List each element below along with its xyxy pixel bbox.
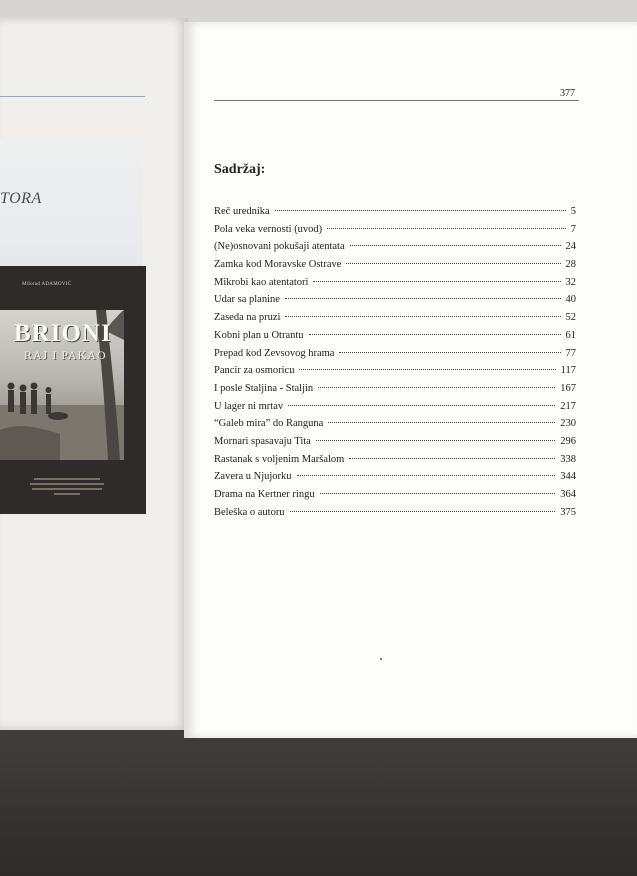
toc-entry-title: Mikrobi kao atentatori [214, 276, 309, 288]
toc-entry [214, 224, 576, 242]
toc-entry-title: I posle Staljina - Staljin [214, 382, 314, 394]
toc-leader-dots [290, 511, 556, 512]
toc-entry [214, 259, 576, 277]
toc-entry-page: 7 [570, 223, 576, 235]
cover-fine-print [22, 476, 112, 500]
toc-entry-page: 77 [565, 347, 576, 359]
toc-leader-dots [288, 405, 555, 406]
toc-entry-title: U lager ni mrtav [214, 400, 284, 412]
toc-entry-page: 52 [565, 312, 576, 324]
toc-entry-page: 40 [565, 294, 576, 306]
toc-entry [214, 277, 576, 295]
cover-title: BRIONI [14, 320, 112, 347]
toc-entry [214, 418, 576, 436]
toc-leader-dots [309, 334, 561, 335]
toc-entry [214, 348, 576, 366]
toc-leader-dots [349, 458, 555, 459]
toc-entry-title: Reč urednika [214, 206, 270, 217]
toc-entry [214, 206, 576, 224]
toc-entry-page: 217 [560, 400, 576, 412]
toc-entry-title: Beleška o autoru [214, 506, 285, 518]
toc-entry [214, 471, 576, 489]
toc-leader-dots [320, 493, 556, 494]
toc-entry [214, 330, 576, 348]
toc-entry [214, 401, 576, 419]
scan-speck [380, 658, 382, 660]
toc-entry [214, 507, 576, 525]
toc-leader-dots [339, 352, 560, 353]
toc-leader-dots [285, 298, 561, 299]
cover-fine-print-lines [22, 476, 112, 498]
toc-entry-title: Zaseda na pruzi [214, 312, 281, 324]
toc-leader-dots [350, 245, 561, 246]
toc-entry-page: 5 [570, 206, 576, 217]
header-rule [214, 100, 579, 101]
toc-entry-page: 230 [560, 418, 576, 430]
left-page-rule [0, 96, 145, 97]
right-page [184, 22, 637, 738]
toc-leader-dots [299, 369, 555, 370]
toc-entry-title: Zavera u Njujorku [214, 471, 292, 483]
toc-entry-page: 167 [560, 382, 576, 394]
toc-entry-page: 32 [565, 276, 576, 288]
toc-entry-title: Kobni plan u Otrantu [214, 329, 304, 341]
toc-entry-title: Prepad kod Zevsovog hrama [214, 347, 335, 359]
toc-title: Sadržaj: [214, 162, 266, 177]
toc-entry-title: “Galeb mira” do Ranguna [214, 418, 324, 430]
left-page [0, 18, 188, 730]
toc-entry-page: 344 [560, 471, 576, 483]
toc-entry-page: 364 [560, 489, 576, 500]
left-page-heading: TORA [0, 190, 42, 207]
toc-leader-dots [328, 422, 555, 423]
toc-entry-page: 61 [565, 329, 576, 341]
cover-photo [0, 310, 124, 460]
toc-entry-title: Udar sa planine [214, 294, 280, 306]
toc-entry-page: 117 [560, 365, 576, 377]
toc-entry-title: (Ne)osnovani pokušaji atentata [214, 241, 345, 253]
toc-entry-title: Zamka kod Moravske Ostrave [214, 259, 342, 271]
toc-entry [214, 383, 576, 401]
toc-entry [214, 241, 576, 259]
cover-subtitle: RAJ I PAKAO [24, 348, 107, 362]
toc-leader-dots [346, 263, 560, 264]
toc-entry [214, 294, 576, 312]
toc-entry [214, 436, 576, 454]
toc-leader-dots [318, 387, 555, 388]
toc-entry [214, 489, 576, 507]
page-number: 377 [560, 88, 575, 99]
toc-entry-page: 28 [565, 259, 576, 271]
toc-entry-title: Pancir za osmoricu [214, 365, 295, 377]
book-cover [0, 266, 146, 514]
toc-entry-page: 338 [560, 453, 576, 465]
toc-leader-dots [275, 210, 566, 211]
toc-entry-page: 375 [560, 506, 576, 518]
toc-entry-title: Rastanak s voljenim Maršalom [214, 453, 345, 465]
toc-entry-title: Mornari spasavaju Tita [214, 435, 311, 447]
toc-entry-title: Pola veka vernosti (uvod) [214, 223, 323, 235]
toc-entry-page: 24 [565, 241, 576, 253]
toc-entry [214, 454, 576, 472]
cover-author: Milorad ADAMOVIĆ [22, 282, 72, 287]
toc-entry [214, 365, 576, 383]
toc-leader-dots [285, 316, 560, 317]
toc-leader-dots [313, 281, 560, 282]
toc-leader-dots [316, 440, 555, 441]
toc-entry-page: 296 [560, 435, 576, 447]
table-of-contents [214, 206, 576, 524]
toc-entry-title: Drama na Kertner ringu [214, 489, 315, 500]
toc-leader-dots [327, 228, 566, 229]
toc-leader-dots [297, 475, 556, 476]
toc-entry [214, 312, 576, 330]
